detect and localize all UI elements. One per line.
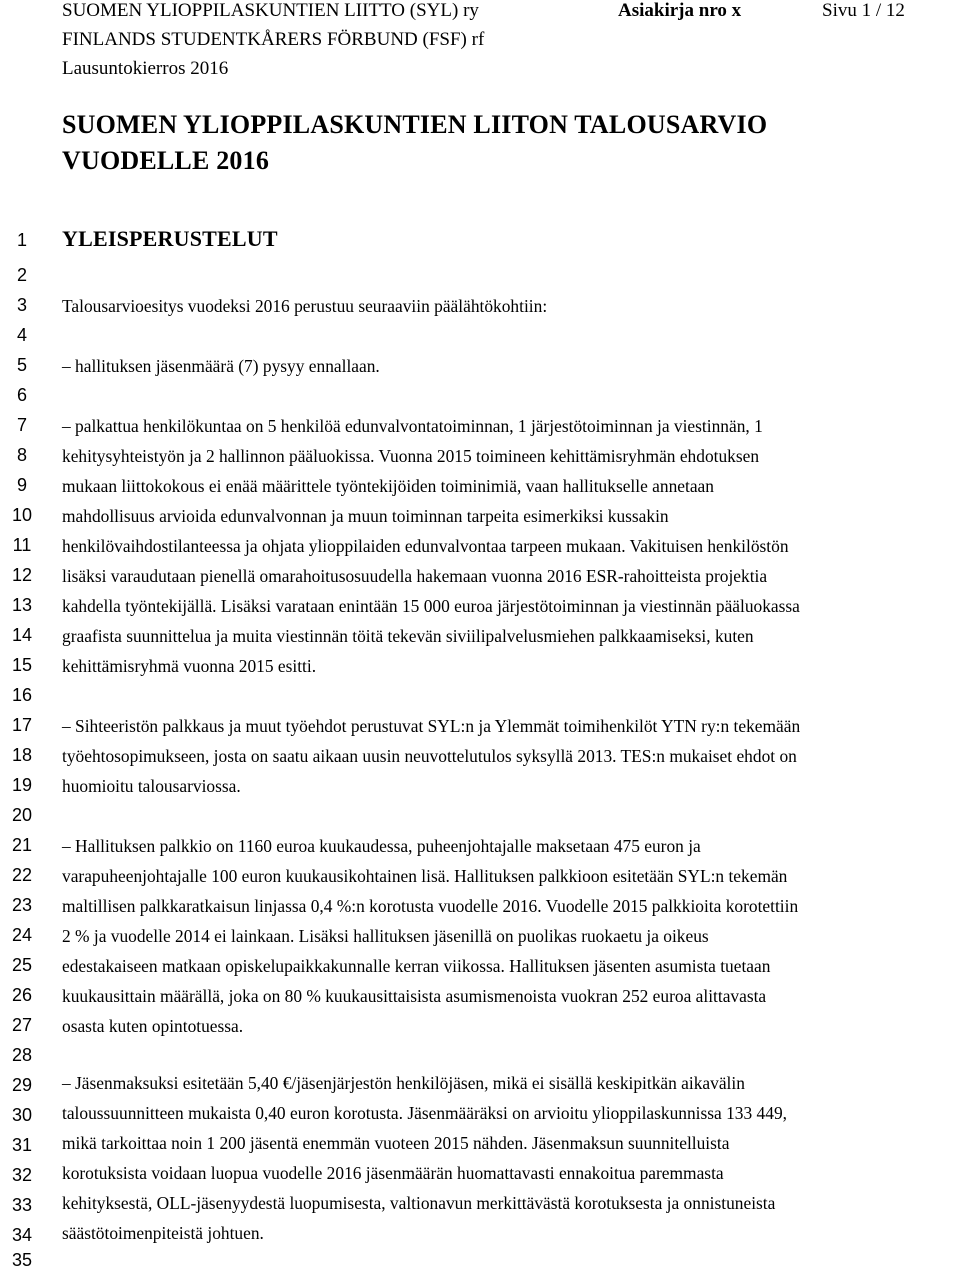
text-line: 2 % ja vuodelle 2014 ei lainkaan. Lisäksi hallituksen jäsenillä on puolikas ruokaetu ja oikeus (62, 926, 709, 946)
line-number: 23 (11, 895, 33, 915)
text-line: graafista suunnittelua ja muita viestinnän töitä tekevän siviilipalvelusmiehen palkkaamiseksi, kuten (62, 626, 754, 646)
line-number: 6 (16, 385, 27, 405)
text-line: kehitysyhteistyön ja 2 hallinnon pääluokissa. Vuonna 2015 toimineen kehittämisryhmän ehdotuksen (62, 446, 760, 466)
text-line: Talousarvioesitys vuodeksi 2016 perustuu seuraaviin päälähtökohtiin: (62, 296, 548, 316)
line-number: 14 (11, 625, 33, 645)
line-number: 33 (11, 1195, 33, 1215)
text-line: huomioitu talousarviossa. (62, 776, 241, 796)
text-line: mikä tarkoittaa noin 1 200 jäsentä enemmän vuoteen 2015 nähden. Jäsenmaksun suunnitelluista (62, 1133, 730, 1153)
document-title-line-2: VUODELLE 2016 (62, 146, 270, 175)
line-number: 1 (16, 230, 27, 250)
document-header (62, 0, 484, 87)
line-number: 31 (11, 1135, 33, 1155)
line-number: 5 (16, 355, 27, 375)
line-number: 30 (11, 1105, 33, 1125)
text-line: taloussuunnitteen mukaista 0,40 euron korotusta. Jäsenmääräksi on arvioitu ylioppilaskunnissa 133 449, (62, 1103, 787, 1123)
consultation-round: Lausuntokierros 2016 (62, 58, 229, 79)
text-line: – Jäsenmaksuksi esitetään 5,40 €/jäsenjärjestön henkilöjäsen, mikä ei sisällä keskipitkän aikavälin (62, 1073, 745, 1093)
line-number: 4 (16, 325, 27, 345)
text-line: henkilövaihdostilanteessa ja ohjata ylioppilaiden edunvalvontaa tarpeen mukaan. Vakituisen henkilöstön (62, 536, 789, 556)
text-line: mahdollisuus arvioida edunvalvonnan ja muun toiminnan tarpeita esimerkiksi kussakin (62, 506, 669, 526)
text-line: kahdella työntekijällä. Lisäksi varataan enintään 15 000 euroa järjestötoiminnan ja viestinnän pääluokassa (62, 596, 800, 616)
line-number: 16 (11, 685, 33, 705)
line-number: 19 (11, 775, 33, 795)
text-line: osasta kuten opintotuessa. (62, 1016, 244, 1036)
text-line: – palkattua henkilökuntaa on 5 henkilöä edunvalvontatoiminnan, 1 järjestötoiminnan ja viestinnän, 1 (62, 416, 763, 436)
line-number: 29 (11, 1075, 33, 1095)
text-line: säästötoimenpiteistä johtuen. (62, 1223, 264, 1243)
line-number: 9 (16, 475, 27, 495)
text-line: – Sihteeristön palkkaus ja muut työehdot perustuvat SYL:n ja Ylemmät toimihenkilöt YTN ry:n tekemään (62, 716, 801, 736)
line-number: 15 (11, 655, 33, 675)
line-number: 3 (16, 295, 27, 315)
line-number: 11 (12, 535, 32, 555)
line-number: 8 (16, 445, 27, 465)
text-line: edestakaiseen matkaan opiskelupaikkakunnalle kerran viikossa. Hallituksen jäsenten asumista tuetaan (62, 956, 771, 976)
line-number: 32 (11, 1165, 33, 1185)
text-line: korotuksista voidaan luopua vuodelle 2016 jäsenmäärän huomattavasti ennakoitua paremmasta (62, 1163, 724, 1183)
line-number: 18 (11, 745, 33, 765)
line-number: 22 (11, 865, 33, 885)
line-number: 21 (11, 835, 33, 855)
line-number: 28 (11, 1045, 33, 1065)
line-number: 7 (16, 415, 27, 435)
line-number: 27 (11, 1015, 33, 1035)
document-number: Asiakirja nro x (618, 0, 742, 21)
line-number: 26 (11, 985, 33, 1005)
section-heading: YLEISPERUSTELUT (62, 226, 278, 251)
text-line: – hallituksen jäsenmäärä (7) pysyy ennallaan. (62, 356, 380, 376)
line-number: 10 (11, 505, 33, 525)
text-line: työehtosopimukseen, josta on saatu aikaan uusin neuvottelutulos syksyllä 2013. TES:n mukaiset ehdot on (62, 746, 797, 766)
line-number: 12 (11, 565, 33, 585)
text-line: kehityksestä, OLL-jäsenyydestä luopumisesta, valtionavun merkittävästä korotuksesta ja onnistuneista (62, 1193, 776, 1213)
line-number: 25 (11, 955, 33, 975)
page-number: Sivu 1 / 12 (822, 0, 905, 21)
text-line: kuukausittain määrällä, joka on 80 % kuukausittaisista asumismenoista vuokran 252 euroa alittavasta (62, 986, 767, 1006)
line-number: 13 (11, 595, 33, 615)
text-line: lisäksi varaudutaan pienellä omarahoitusosuudella hakemaan vuonna 2016 ESR-rahoitteista projektia (62, 566, 768, 586)
line-number: 34 (11, 1225, 33, 1245)
line-number: 20 (11, 805, 33, 825)
text-line: maltillisen palkkaratkaisun linjassa 0,4 %:n korotusta vuodelle 2016. Vuodelle 2015 palkkioita korotettiin (62, 896, 799, 916)
organization-name-fi: SUOMEN YLIOPPILASKUNTIEN LIITTO (SYL) ry (62, 0, 479, 21)
line-number: 17 (11, 715, 33, 735)
line-number: 24 (11, 925, 33, 945)
text-line: mukaan liittokokous ei enää määrittele työntekijöiden toiminimiä, vaan hallitukselle annetaan (62, 476, 714, 496)
document-title-line-1: SUOMEN YLIOPPILASKUNTIEN LIITON TALOUSARVIO (62, 110, 768, 139)
text-line: – Hallituksen palkkio on 1160 euroa kuukaudessa, puheenjohtajalle maksetaan 475 euron ja (62, 836, 701, 856)
organization-name-sv: FINLANDS STUDENTKÅRERS FÖRBUND (FSF) rf (62, 29, 485, 50)
line-number: 35 (11, 1250, 33, 1270)
text-line: varapuheenjohtajalle 100 euron kuukausikohtainen lisä. Hallituksen palkkioon esitetään SYL:n tekemän (62, 866, 788, 886)
text-line: kehittämisryhmä vuonna 2015 esitti. (62, 656, 317, 676)
line-number: 2 (16, 265, 27, 285)
